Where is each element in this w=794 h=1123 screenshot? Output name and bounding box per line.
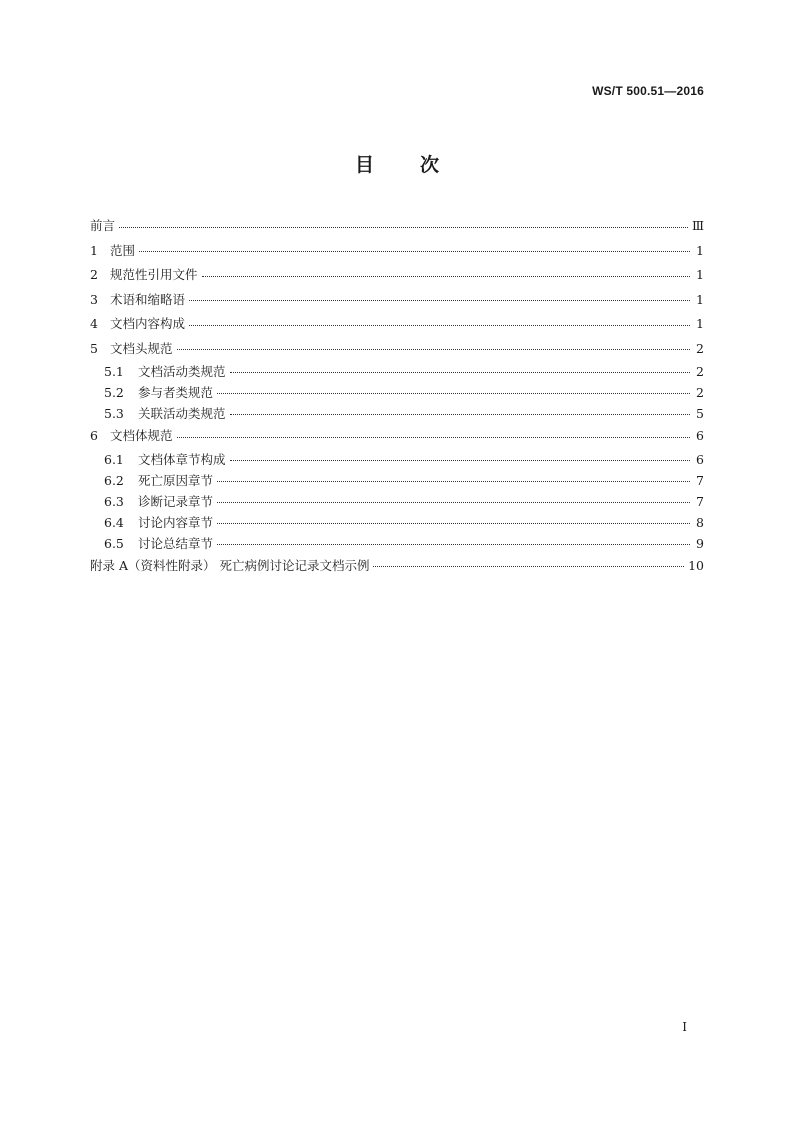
toc-entry[interactable] xyxy=(90,491,704,512)
toc-entry[interactable] xyxy=(90,288,704,313)
toc-entry-label: 关联活动类规范 xyxy=(138,406,226,421)
toc-entry-page: 1 xyxy=(696,291,704,307)
toc-entry[interactable] xyxy=(90,382,704,403)
toc-entry-page: 1 xyxy=(696,316,704,331)
toc-dot-leader xyxy=(230,365,690,378)
toc-entry[interactable] xyxy=(90,533,704,554)
toc-entry[interactable] xyxy=(90,263,704,288)
toc-entry[interactable] xyxy=(90,512,704,533)
toc-entry-number: 4 xyxy=(90,316,98,331)
toc-entry-label: 规范性引用文件 xyxy=(110,267,198,282)
toc-entry[interactable] xyxy=(90,470,704,491)
toc-entry-label: 附录 A（资料性附录） 死亡病例讨论记录文档示例 xyxy=(90,557,370,573)
toc-entry-label: 参与者类规范 xyxy=(138,385,214,400)
toc-entry-page: 8 xyxy=(696,514,704,530)
toc-dot-leader xyxy=(217,495,690,508)
toc-entry[interactable] xyxy=(90,239,704,264)
toc-dot-leader xyxy=(177,430,690,443)
toc-entry-number: 6 xyxy=(90,428,98,443)
toc-entry[interactable] xyxy=(90,214,704,239)
toc-entry-page: 7 xyxy=(696,493,704,509)
toc-dot-leader xyxy=(217,537,690,550)
toc-entry[interactable] xyxy=(90,449,704,470)
toc-dot-leader xyxy=(189,318,690,331)
toc-entry[interactable] xyxy=(90,403,704,424)
toc-entry-label: 范围 xyxy=(110,242,136,258)
toc-entry-page: 2 xyxy=(696,340,704,356)
toc-entry-number: 2 xyxy=(90,267,98,282)
toc-entry-label: 诊断记录章节 xyxy=(138,493,214,509)
toc-entry-number: 6.1 xyxy=(104,451,124,467)
toc-dot-leader xyxy=(230,453,690,466)
toc-entry-number: 6.4 xyxy=(104,514,124,530)
toc-dot-leader xyxy=(230,407,690,420)
toc-entry-number: 5.3 xyxy=(104,406,124,421)
toc-dot-leader xyxy=(373,560,684,573)
toc-entry-page: 5 xyxy=(696,406,704,421)
toc-entry-number: 3 xyxy=(90,291,98,307)
title-char-2: 次 xyxy=(420,154,440,176)
toc-entry-number: 5 xyxy=(90,340,98,356)
toc-entry-page: 1 xyxy=(696,267,704,282)
toc-entry[interactable] xyxy=(90,424,704,449)
toc-dot-leader xyxy=(217,516,690,529)
toc-entry-label: 文档头规范 xyxy=(110,340,173,356)
toc-entry-label: 文档体规范 xyxy=(110,428,173,443)
toc-dot-leader xyxy=(217,386,690,399)
toc-entry-page: 6 xyxy=(696,451,704,467)
toc-entry-number: 1 xyxy=(90,242,98,258)
toc-entry-page: 7 xyxy=(696,472,704,488)
toc-dot-leader xyxy=(202,269,690,282)
toc-entry-label: 死亡原因章节 xyxy=(138,472,214,488)
toc-entry-label: 前言 xyxy=(90,218,116,233)
page-title xyxy=(0,150,794,177)
toc-entry-number: 6.3 xyxy=(104,493,124,509)
toc-dot-leader xyxy=(189,294,690,307)
toc-entry-page: 2 xyxy=(696,364,704,379)
toc-entry[interactable] xyxy=(90,361,704,382)
page-number: I xyxy=(682,1020,687,1034)
toc-entry-number: 6.2 xyxy=(104,472,124,488)
toc-entry-page: 6 xyxy=(696,428,704,443)
toc-entry-label: 讨论内容章节 xyxy=(138,514,214,530)
toc-dot-leader xyxy=(119,220,688,233)
toc-dot-leader xyxy=(177,343,690,356)
toc-entry-page: Ⅲ xyxy=(691,218,704,233)
toc-entry-number: 5.2 xyxy=(104,385,124,400)
toc-entry-number: 5.1 xyxy=(104,364,124,379)
toc-entry-page: 2 xyxy=(696,385,704,400)
toc-entry-number: 6.5 xyxy=(104,535,124,551)
toc-entry-page: 10 xyxy=(688,557,704,573)
toc-entry-label: 文档活动类规范 xyxy=(138,364,226,379)
toc-entry-label: 文档内容构成 xyxy=(110,316,186,331)
toc-entry[interactable] xyxy=(90,554,704,579)
toc-entry-label: 讨论总结章节 xyxy=(138,535,214,551)
standard-code: WS/T 500.51—2016 xyxy=(592,84,704,98)
toc-entry-label: 文档体章节构成 xyxy=(138,451,226,467)
toc-dot-leader xyxy=(217,474,690,487)
toc-entry[interactable] xyxy=(90,312,704,337)
toc-entry-page: 9 xyxy=(696,535,704,551)
toc-entry-page: 1 xyxy=(696,242,704,258)
toc-entry[interactable] xyxy=(90,337,704,362)
title-char-1: 目 xyxy=(354,154,374,176)
toc-entry-label: 术语和缩略语 xyxy=(110,291,186,307)
table-of-contents xyxy=(90,214,704,578)
toc-dot-leader xyxy=(139,245,690,258)
